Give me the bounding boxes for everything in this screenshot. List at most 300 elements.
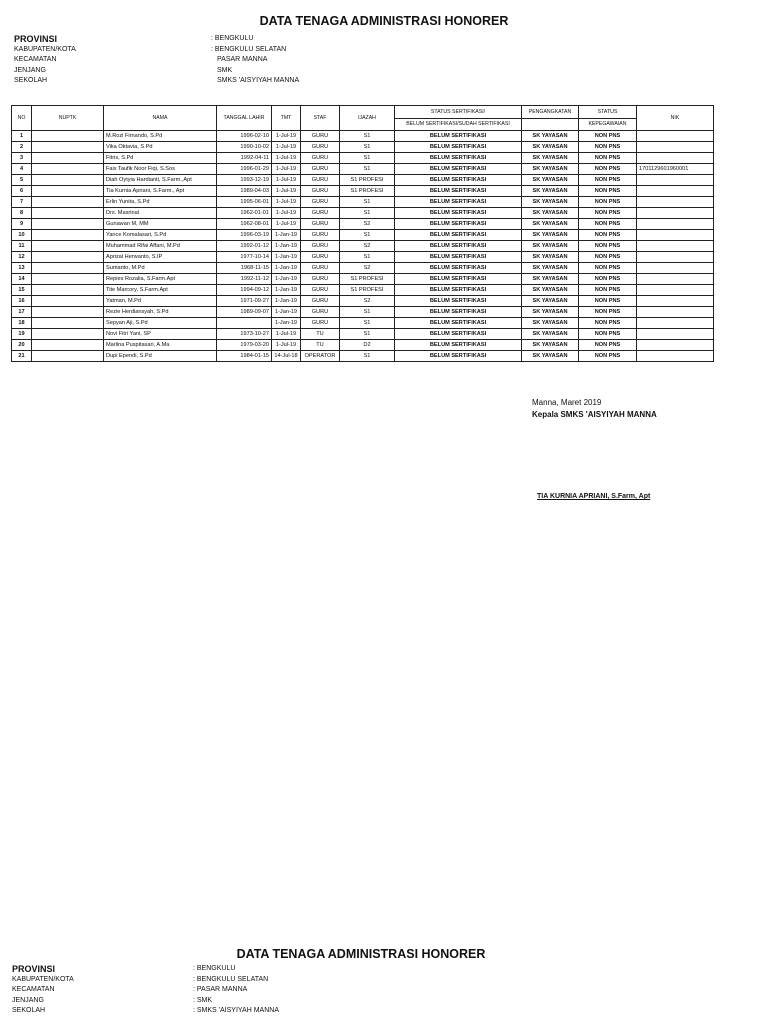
cell-tanggal-lahir: 1996-02-10 bbox=[217, 131, 272, 142]
cell-staf: GURU bbox=[301, 296, 340, 307]
cell-nik bbox=[637, 263, 714, 274]
cell-nik bbox=[637, 307, 714, 318]
cell-nik bbox=[637, 296, 714, 307]
cell-tmt: 1-Jul-19 bbox=[272, 153, 301, 164]
cell-ijazah: S2 bbox=[340, 263, 395, 274]
cell-pengangkatan: SK YAYASAN bbox=[522, 219, 579, 230]
col-header-ijazah: IJAZAH bbox=[340, 106, 395, 131]
cell-nuptk bbox=[32, 186, 104, 197]
cell-status-kepegawaian: NON PNS bbox=[579, 340, 637, 351]
cell-status-sertifikasi: BELUM SERTIFIKASI bbox=[395, 329, 522, 340]
cell-nama: Repies Rozalia, S.Farm.Apt bbox=[104, 274, 217, 285]
col-header-tanggal-lahir: TANGGAL LAHIR bbox=[217, 106, 272, 131]
cell-tanggal-lahir: 1962-01-01 bbox=[217, 208, 272, 219]
cell-ijazah: S1 bbox=[340, 164, 395, 175]
cell-staf: GURU bbox=[301, 285, 340, 296]
cell-nik bbox=[637, 252, 714, 263]
cell-status-sertifikasi: BELUM SERTIFIKASI bbox=[395, 351, 522, 362]
cell-tmt: 1-Jan-19 bbox=[272, 285, 301, 296]
cell-tanggal-lahir: 1992-01-12 bbox=[217, 241, 272, 252]
cell-nik bbox=[637, 197, 714, 208]
cell-nama: Drs. Masrinal bbox=[104, 208, 217, 219]
cell-nama: Sepyan Aji, S.Pd bbox=[104, 318, 217, 329]
col-header-staf: STAF bbox=[301, 106, 340, 131]
info-row-provinsi bbox=[14, 34, 414, 45]
table-row bbox=[12, 296, 714, 307]
cell-pengangkatan: SK YAYASAN bbox=[522, 153, 579, 164]
cell-status-sertifikasi: BELUM SERTIFIKASI bbox=[395, 307, 522, 318]
school-info bbox=[14, 34, 414, 87]
cell-no: 5 bbox=[12, 175, 32, 186]
cell-staf: GURU bbox=[301, 131, 340, 142]
cell-no: 13 bbox=[12, 263, 32, 274]
info-label: JENJANG bbox=[14, 66, 46, 74]
cell-staf: TU bbox=[301, 340, 340, 351]
cell-pengangkatan: SK YAYASAN bbox=[522, 296, 579, 307]
cell-status-kepegawaian: NON PNS bbox=[579, 153, 637, 164]
cell-tanggal-lahir: 1968-11-15 bbox=[217, 263, 272, 274]
cell-tmt: 1-Jan-19 bbox=[272, 252, 301, 263]
cell-ijazah: S1 bbox=[340, 142, 395, 153]
col-header-status-kepegawaian-sub: KEPEGAWAIAN bbox=[579, 119, 637, 131]
cell-tmt: 1-Jul-19 bbox=[272, 142, 301, 153]
cell-status-kepegawaian: NON PNS bbox=[579, 230, 637, 241]
cell-ijazah: S1 bbox=[340, 351, 395, 362]
cell-tmt: 1-Jan-19 bbox=[272, 318, 301, 329]
cell-ijazah: S1 PROFESI bbox=[340, 186, 395, 197]
cell-no: 6 bbox=[12, 186, 32, 197]
cell-nama: Dupi Ependi, S.Pd bbox=[104, 351, 217, 362]
cell-pengangkatan: SK YAYASAN bbox=[522, 197, 579, 208]
table-row bbox=[12, 307, 714, 318]
info-row-sekolah bbox=[14, 76, 414, 87]
cell-nik bbox=[637, 131, 714, 142]
cell-nama: Sumanto, M.Pd bbox=[104, 263, 217, 274]
cell-staf: GURU bbox=[301, 197, 340, 208]
cell-status-sertifikasi: BELUM SERTIFIKASI bbox=[395, 241, 522, 252]
cell-no: 1 bbox=[12, 131, 32, 142]
cell-status-kepegawaian: NON PNS bbox=[579, 296, 637, 307]
cell-tanggal-lahir: 1977-10-14 bbox=[217, 252, 272, 263]
cell-no: 18 bbox=[12, 318, 32, 329]
cell-ijazah: S1 bbox=[340, 329, 395, 340]
cell-status-kepegawaian: NON PNS bbox=[579, 208, 637, 219]
cell-status-sertifikasi: BELUM SERTIFIKASI bbox=[395, 252, 522, 263]
cell-pengangkatan: SK YAYASAN bbox=[522, 142, 579, 153]
cell-no: 15 bbox=[12, 285, 32, 296]
info-value: : BENGKULU SELATAN bbox=[193, 975, 269, 983]
info-label: KECAMATAN bbox=[14, 56, 57, 63]
cell-ijazah: D2 bbox=[340, 340, 395, 351]
cell-nuptk bbox=[32, 329, 104, 340]
cell-nik bbox=[637, 153, 714, 164]
info-value: : PASAR MANNA bbox=[193, 986, 248, 993]
cell-no: 12 bbox=[12, 252, 32, 263]
cell-status-sertifikasi: BELUM SERTIFIKASI bbox=[395, 153, 522, 164]
table-row bbox=[12, 164, 714, 175]
cell-no: 17 bbox=[12, 307, 32, 318]
cell-pengangkatan: SK YAYASAN bbox=[522, 252, 579, 263]
cell-pengangkatan: SK YAYASAN bbox=[522, 230, 579, 241]
cell-no: 4 bbox=[12, 164, 32, 175]
col-header-status-sertifikasi-sub: BELUM SERTIFIKASI/SUDAH SERTIFIKASI bbox=[395, 119, 522, 131]
cell-nama: Aprizal Herwanto, S.IP bbox=[104, 252, 217, 263]
table-row bbox=[12, 142, 714, 153]
table-row bbox=[12, 219, 714, 230]
cell-ijazah: S1 bbox=[340, 230, 395, 241]
cell-status-sertifikasi: BELUM SERTIFIKASI bbox=[395, 285, 522, 296]
cell-status-sertifikasi: BELUM SERTIFIKASI bbox=[395, 131, 522, 142]
cell-pengangkatan: SK YAYASAN bbox=[522, 164, 579, 175]
info-label: SEKOLAH bbox=[12, 1007, 46, 1014]
cell-status-sertifikasi: BELUM SERTIFIKASI bbox=[395, 274, 522, 285]
cell-tmt: 1-Jan-19 bbox=[272, 307, 301, 318]
info-row-jenjang bbox=[14, 66, 414, 77]
info-value: PASAR MANNA bbox=[217, 56, 268, 63]
cell-status-sertifikasi: BELUM SERTIFIKASI bbox=[395, 164, 522, 175]
cell-ijazah: S2 bbox=[340, 219, 395, 230]
info-row-kecamatan bbox=[14, 55, 414, 66]
staff-table bbox=[11, 105, 714, 362]
cell-tmt: 1-Jan-19 bbox=[272, 296, 301, 307]
cell-status-sertifikasi: BELUM SERTIFIKASI bbox=[395, 219, 522, 230]
cell-staf: GURU bbox=[301, 175, 340, 186]
cell-tanggal-lahir: 1971-09-27 bbox=[217, 296, 272, 307]
cell-staf: GURU bbox=[301, 307, 340, 318]
cell-nama: Tia Kurnia Apriani, S.Farm., Apt bbox=[104, 186, 217, 197]
cell-nik bbox=[637, 340, 714, 351]
cell-nik: 1701129601960001 bbox=[637, 164, 714, 175]
cell-staf: TU bbox=[301, 329, 340, 340]
cell-nuptk bbox=[32, 164, 104, 175]
cell-staf: GURU bbox=[301, 274, 340, 285]
cell-tanggal-lahir: 1993-12-19 bbox=[217, 175, 272, 186]
cell-tmt: 1-Jan-19 bbox=[272, 241, 301, 252]
cell-pengangkatan: SK YAYASAN bbox=[522, 351, 579, 362]
info-label: KECAMATAN bbox=[12, 986, 55, 993]
cell-ijazah: S1 PROFESI bbox=[340, 285, 395, 296]
col-header-status-kepegawaian: STATUS bbox=[579, 106, 637, 119]
table-row bbox=[12, 274, 714, 285]
cell-tanggal-lahir: 1992-04-11 bbox=[217, 153, 272, 164]
cell-status-sertifikasi: BELUM SERTIFIKASI bbox=[395, 296, 522, 307]
cell-nuptk bbox=[32, 351, 104, 362]
cell-pengangkatan: SK YAYASAN bbox=[522, 329, 579, 340]
cell-nik bbox=[637, 208, 714, 219]
cell-no: 7 bbox=[12, 197, 32, 208]
cell-status-kepegawaian: NON PNS bbox=[579, 263, 637, 274]
cell-ijazah: S1 bbox=[340, 131, 395, 142]
info-value: : SMKS 'AISYIYAH MANNA bbox=[193, 1007, 280, 1014]
info-value: SMK bbox=[217, 66, 233, 74]
cell-nama: M.Rozi Firnando, S.Pd bbox=[104, 131, 217, 142]
cell-ijazah: S2 bbox=[340, 296, 395, 307]
cell-no: 10 bbox=[12, 230, 32, 241]
cell-pengangkatan: SK YAYASAN bbox=[522, 175, 579, 186]
cell-nik bbox=[637, 186, 714, 197]
cell-staf: GURU bbox=[301, 164, 340, 175]
cell-status-sertifikasi: BELUM SERTIFIKASI bbox=[395, 208, 522, 219]
cell-staf: GURU bbox=[301, 208, 340, 219]
footer-info-row bbox=[12, 1006, 412, 1017]
cell-status-kepegawaian: NON PNS bbox=[579, 351, 637, 362]
cell-nuptk bbox=[32, 219, 104, 230]
cell-nik bbox=[637, 285, 714, 296]
cell-nuptk bbox=[32, 142, 104, 153]
cell-status-kepegawaian: NON PNS bbox=[579, 219, 637, 230]
col-header-nuptk: NUPTK bbox=[32, 106, 104, 131]
cell-nama: Tite Marcory, S.Farm.Apt bbox=[104, 285, 217, 296]
cell-no: 19 bbox=[12, 329, 32, 340]
cell-staf: GURU bbox=[301, 230, 340, 241]
cell-status-sertifikasi: BELUM SERTIFIKASI bbox=[395, 318, 522, 329]
cell-no: 11 bbox=[12, 241, 32, 252]
cell-tanggal-lahir: 1996-01-29 bbox=[217, 164, 272, 175]
cell-tanggal-lahir: 1989-09-07 bbox=[217, 307, 272, 318]
cell-pengangkatan: SK YAYASAN bbox=[522, 340, 579, 351]
cell-status-kepegawaian: NON PNS bbox=[579, 186, 637, 197]
cell-pengangkatan: SK YAYASAN bbox=[522, 285, 579, 296]
cell-no: 14 bbox=[12, 274, 32, 285]
cell-nuptk bbox=[32, 153, 104, 164]
cell-nuptk bbox=[32, 208, 104, 219]
cell-tanggal-lahir: 1984-01-15 bbox=[217, 351, 272, 362]
cell-nuptk bbox=[32, 241, 104, 252]
cell-ijazah: S1 bbox=[340, 318, 395, 329]
cell-nama: Diah Oytyia Hardianti, S.Farm.,Apt bbox=[104, 175, 217, 186]
cell-tanggal-lahir: 1989-04-03 bbox=[217, 186, 272, 197]
cell-ijazah: S2 bbox=[340, 241, 395, 252]
cell-nuptk bbox=[32, 131, 104, 142]
cell-pengangkatan: SK YAYASAN bbox=[522, 318, 579, 329]
cell-tmt: 1-Jan-19 bbox=[272, 274, 301, 285]
cell-nuptk bbox=[32, 307, 104, 318]
cell-nama: Fais Taufik Noor Fiqi, S.Sos bbox=[104, 164, 217, 175]
cell-nuptk bbox=[32, 285, 104, 296]
cell-nik bbox=[637, 241, 714, 252]
footer-info-row bbox=[12, 996, 412, 1007]
info-row-kabupaten bbox=[14, 45, 414, 56]
table-body bbox=[12, 131, 714, 362]
table-row bbox=[12, 186, 714, 197]
cell-tanggal-lahir: 1995-06-01 bbox=[217, 197, 272, 208]
cell-status-sertifikasi: BELUM SERTIFIKASI bbox=[395, 340, 522, 351]
cell-no: 3 bbox=[12, 153, 32, 164]
info-label: KABUPATEN/KOTA bbox=[14, 45, 76, 53]
info-label: PROVINSI bbox=[12, 964, 56, 974]
cell-status-kepegawaian: NON PNS bbox=[579, 241, 637, 252]
cell-nama: Gunawan M, MM bbox=[104, 219, 217, 230]
cell-pengangkatan: SK YAYASAN bbox=[522, 208, 579, 219]
cell-nik bbox=[637, 175, 714, 186]
cell-status-sertifikasi: BELUM SERTIFIKASI bbox=[395, 197, 522, 208]
table-row bbox=[12, 318, 714, 329]
footer-title: DATA TENAGA ADMINISTRASI HONORER bbox=[236, 947, 486, 961]
table-row bbox=[12, 241, 714, 252]
cell-ijazah: S1 PROFESI bbox=[340, 175, 395, 186]
cell-status-kepegawaian: NON PNS bbox=[579, 175, 637, 186]
cell-no: 16 bbox=[12, 296, 32, 307]
signature-date: Manna, Maret 2019 bbox=[532, 398, 602, 407]
info-label: JENJANG bbox=[12, 996, 44, 1004]
cell-status-kepegawaian: NON PNS bbox=[579, 285, 637, 296]
info-value: : BENGKULU bbox=[211, 35, 254, 42]
col-header-tmt: TMT bbox=[272, 106, 301, 131]
cell-pengangkatan: SK YAYASAN bbox=[522, 307, 579, 318]
cell-nuptk bbox=[32, 263, 104, 274]
cell-nuptk bbox=[32, 340, 104, 351]
cell-status-kepegawaian: NON PNS bbox=[579, 318, 637, 329]
table-header-row bbox=[12, 106, 714, 119]
cell-staf: GURU bbox=[301, 153, 340, 164]
table-row bbox=[12, 175, 714, 186]
cell-nama: Muhammad Rifai Affani, M.Pd bbox=[104, 241, 217, 252]
cell-nama: Yatman, M.Pd bbox=[104, 296, 217, 307]
cell-nama: Yance Komalasari, S.Pd bbox=[104, 230, 217, 241]
cell-status-kepegawaian: NON PNS bbox=[579, 274, 637, 285]
cell-nuptk bbox=[32, 175, 104, 186]
table-row bbox=[12, 153, 714, 164]
cell-status-kepegawaian: NON PNS bbox=[579, 131, 637, 142]
footer-school-info bbox=[12, 964, 412, 1017]
cell-tmt: 1-Jul-19 bbox=[272, 219, 301, 230]
cell-tanggal-lahir: 1962-08-01 bbox=[217, 219, 272, 230]
cell-nik bbox=[637, 142, 714, 153]
col-header-nik: NIK bbox=[637, 106, 714, 131]
cell-tmt: 1-Jul-19 bbox=[272, 208, 301, 219]
cell-no: 20 bbox=[12, 340, 32, 351]
cell-status-sertifikasi: BELUM SERTIFIKASI bbox=[395, 263, 522, 274]
cell-ijazah: S1 bbox=[340, 252, 395, 263]
cell-pengangkatan: SK YAYASAN bbox=[522, 263, 579, 274]
cell-status-sertifikasi: BELUM SERTIFIKASI bbox=[395, 175, 522, 186]
cell-status-kepegawaian: NON PNS bbox=[579, 164, 637, 175]
table-row bbox=[12, 285, 714, 296]
cell-tanggal-lahir: 1992-11-12 bbox=[217, 274, 272, 285]
cell-staf: GURU bbox=[301, 263, 340, 274]
table-row bbox=[12, 340, 714, 351]
cell-nama: Vika Oktavia, S.Pd bbox=[104, 142, 217, 153]
footer-info-row bbox=[12, 964, 412, 975]
cell-staf: OPERATOR bbox=[301, 351, 340, 362]
cell-tmt: 1-Jul-19 bbox=[272, 131, 301, 142]
signature-position: Kepala SMKS 'AISYIYAH MANNA bbox=[532, 410, 657, 419]
cell-pengangkatan: SK YAYASAN bbox=[522, 274, 579, 285]
cell-pengangkatan: SK YAYASAN bbox=[522, 131, 579, 142]
cell-no: 8 bbox=[12, 208, 32, 219]
signature-name: TIA KURNIA APRIANI, S.Farm, Apt bbox=[537, 493, 651, 500]
cell-tmt: 14-Jul-18 bbox=[272, 351, 301, 362]
info-label: PROVINSI bbox=[14, 34, 58, 44]
cell-nik bbox=[637, 351, 714, 362]
footer-info-row bbox=[12, 985, 412, 996]
table-row bbox=[12, 351, 714, 362]
col-header-pengangkatan: PENGANGKATAN bbox=[522, 106, 579, 119]
cell-nuptk bbox=[32, 252, 104, 263]
cell-status-sertifikasi: BELUM SERTIFIKASI bbox=[395, 230, 522, 241]
cell-nik bbox=[637, 318, 714, 329]
footer-info-row bbox=[12, 975, 412, 986]
cell-ijazah: S1 bbox=[340, 307, 395, 318]
cell-tanggal-lahir: 1973-10-27 bbox=[217, 329, 272, 340]
cell-staf: GURU bbox=[301, 252, 340, 263]
table-row bbox=[12, 131, 714, 142]
cell-ijazah: S1 PROFESI bbox=[340, 274, 395, 285]
cell-status-sertifikasi: BELUM SERTIFIKASI bbox=[395, 142, 522, 153]
page-title: DATA TENAGA ADMINISTRASI HONORER bbox=[259, 14, 509, 28]
cell-tanggal-lahir: 1990-10-02 bbox=[217, 142, 272, 153]
cell-tanggal-lahir: 1994-09-12 bbox=[217, 285, 272, 296]
cell-no: 2 bbox=[12, 142, 32, 153]
col-header-status-sertifikasi: STATUS SERTIFIKASI/ bbox=[395, 106, 522, 119]
cell-nama: Erlin Yunita, S.Pd bbox=[104, 197, 217, 208]
table-row bbox=[12, 263, 714, 274]
cell-status-sertifikasi: BELUM SERTIFIKASI bbox=[395, 186, 522, 197]
info-value: : BENGKULU SELATAN bbox=[211, 45, 287, 53]
info-value: : SMK bbox=[193, 996, 213, 1004]
cell-tmt: 1-Jul-19 bbox=[272, 164, 301, 175]
cell-tmt: 1-Jan-19 bbox=[272, 230, 301, 241]
info-label: SEKOLAH bbox=[14, 77, 48, 84]
cell-pengangkatan: SK YAYASAN bbox=[522, 241, 579, 252]
cell-status-kepegawaian: NON PNS bbox=[579, 307, 637, 318]
cell-nik bbox=[637, 329, 714, 340]
cell-tmt: 1-Jul-19 bbox=[272, 175, 301, 186]
cell-nik bbox=[637, 230, 714, 241]
cell-nuptk bbox=[32, 197, 104, 208]
cell-nama: Novi Fitri Yani, SP bbox=[104, 329, 217, 340]
info-value: SMKS 'AISYIYAH MANNA bbox=[217, 77, 300, 84]
cell-nuptk bbox=[32, 274, 104, 285]
cell-nik bbox=[637, 274, 714, 285]
cell-ijazah: S1 bbox=[340, 153, 395, 164]
cell-ijazah: S1 bbox=[340, 197, 395, 208]
info-value: : BENGKULU bbox=[193, 965, 236, 972]
cell-nama: Rezie Herdiansyah, S.Pd bbox=[104, 307, 217, 318]
cell-tanggal-lahir: 1996-03-19 bbox=[217, 230, 272, 241]
cell-tanggal-lahir bbox=[217, 318, 272, 329]
cell-nama: Fitris, S.Pd bbox=[104, 153, 217, 164]
info-label: KABUPATEN/KOTA bbox=[12, 975, 74, 983]
table-row bbox=[12, 197, 714, 208]
cell-ijazah: S1 bbox=[340, 208, 395, 219]
cell-staf: GURU bbox=[301, 142, 340, 153]
col-header-pengangkatan-sub bbox=[522, 119, 579, 131]
cell-tanggal-lahir: 1979-03-20 bbox=[217, 340, 272, 351]
cell-status-kepegawaian: NON PNS bbox=[579, 329, 637, 340]
cell-staf: GURU bbox=[301, 318, 340, 329]
cell-tmt: 1-Jul-19 bbox=[272, 329, 301, 340]
table-row bbox=[12, 252, 714, 263]
cell-tmt: 1-Jul-19 bbox=[272, 197, 301, 208]
table-row bbox=[12, 230, 714, 241]
cell-staf: GURU bbox=[301, 241, 340, 252]
cell-staf: GURU bbox=[301, 186, 340, 197]
cell-no: 9 bbox=[12, 219, 32, 230]
table-row bbox=[12, 329, 714, 340]
cell-nuptk bbox=[32, 296, 104, 307]
table-row bbox=[12, 208, 714, 219]
cell-nik bbox=[637, 219, 714, 230]
cell-nuptk bbox=[32, 230, 104, 241]
cell-tmt: 1-Jan-19 bbox=[272, 263, 301, 274]
col-header-nama: NAMA bbox=[104, 106, 217, 131]
col-header-no: NO bbox=[12, 106, 32, 131]
cell-no: 21 bbox=[12, 351, 32, 362]
cell-tmt: 1-Jul-19 bbox=[272, 340, 301, 351]
cell-status-kepegawaian: NON PNS bbox=[579, 142, 637, 153]
cell-pengangkatan: SK YAYASAN bbox=[522, 186, 579, 197]
